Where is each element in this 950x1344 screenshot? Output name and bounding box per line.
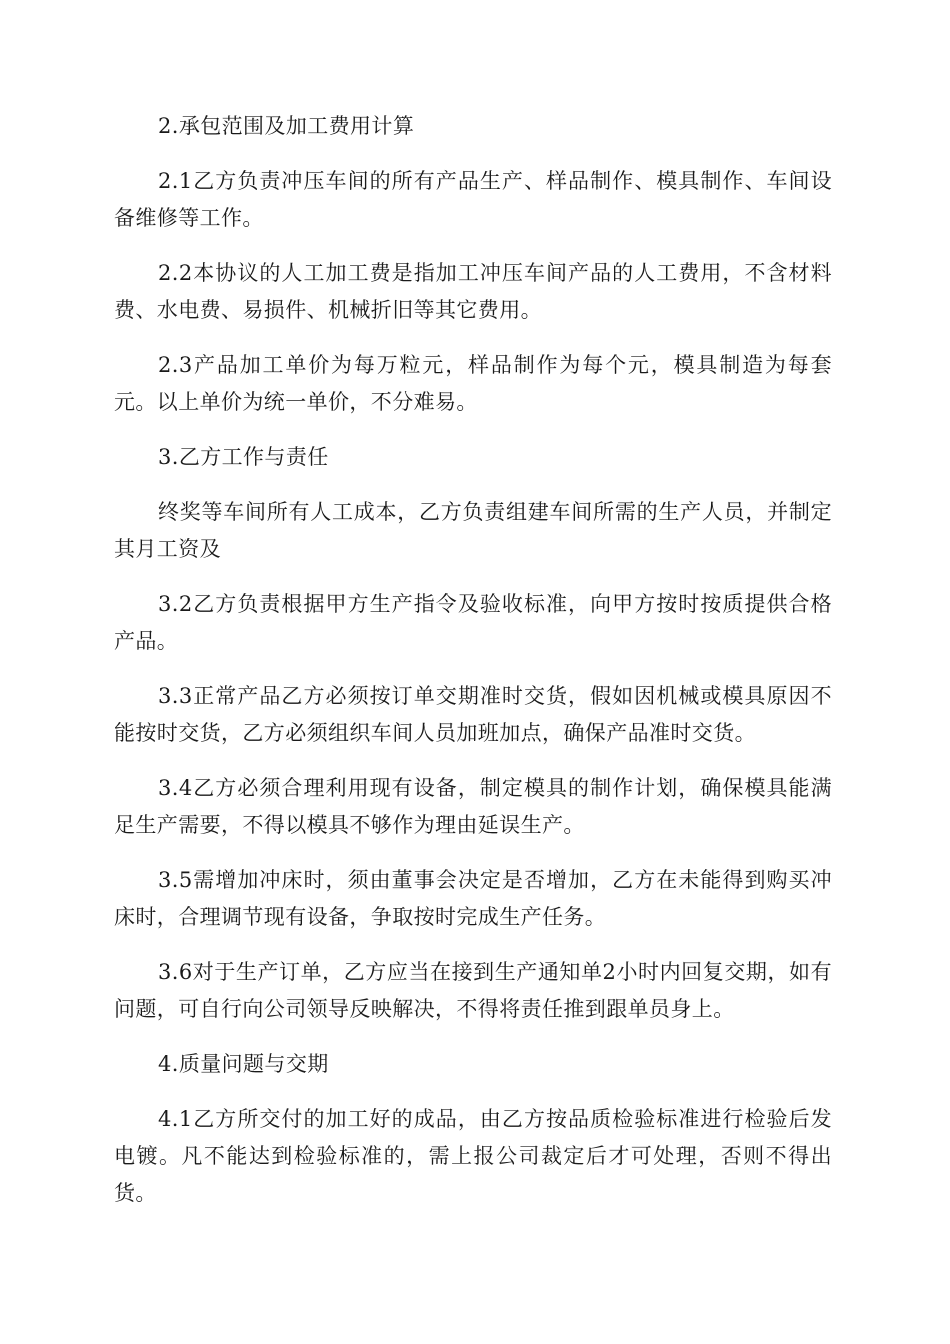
clause-3-1-fragment: 终奖等车间所有人工成本，乙方负责组建车间所需的生产人员，并制定其月工资及 [114, 500, 832, 561]
clause-2-2: 2.2本协议的人工加工费是指加工冲压车间产品的人工费用，不含材料费、水电费、易损件、机械折旧等其它费用。 [114, 261, 832, 322]
section-heading-2: 2.承包范围及加工费用计算 [158, 114, 415, 138]
clause-4-1: 4.1乙方所交付的加工好的成品，由乙方按品质检验标准进行检验后发电镀。凡不能达到检验标准的，需上报公司裁定后才可处理，否则不得出货。 [114, 1107, 832, 1205]
clause-3-4: 3.4乙方必须合理利用现有设备，制定模具的制作计划，确保模具能满足生产需要，不得以模具不够作为理由延误生产。 [114, 776, 832, 837]
clause-2-3: 2.3产品加工单价为每万粒元，样品制作为每个元，模具制造为每套元。以上单价为统一单价，不分难易。 [114, 353, 832, 414]
clause-2-1: 2.1乙方负责冲压车间的所有产品生产、样品制作、模具制作、车间设备维修等工作。 [114, 169, 832, 230]
document-body [114, 108, 832, 1230]
clause-3-2: 3.2乙方负责根据甲方生产指令及验收标准，向甲方按时按质提供合格产品。 [114, 592, 832, 653]
clause-3-6: 3.6对于生产订单，乙方应当在接到生产通知单2小时内回复交期，如有问题，可自行向公司领导反映解决，不得将责任推到跟单员身上。 [114, 960, 832, 1021]
section-heading-3: 3.乙方工作与责任 [158, 445, 329, 469]
section-heading-4: 4.质量问题与交期 [158, 1052, 329, 1076]
clause-3-5: 3.5需增加冲床时，须由董事会决定是否增加，乙方在未能得到购买冲床时，合理调节现有设备，争取按时完成生产任务。 [114, 868, 832, 929]
clause-3-3: 3.3正常产品乙方必须按订单交期准时交货，假如因机械或模具原因不能按时交货，乙方必须组织车间人员加班加点，确保产品准时交货。 [114, 684, 832, 745]
